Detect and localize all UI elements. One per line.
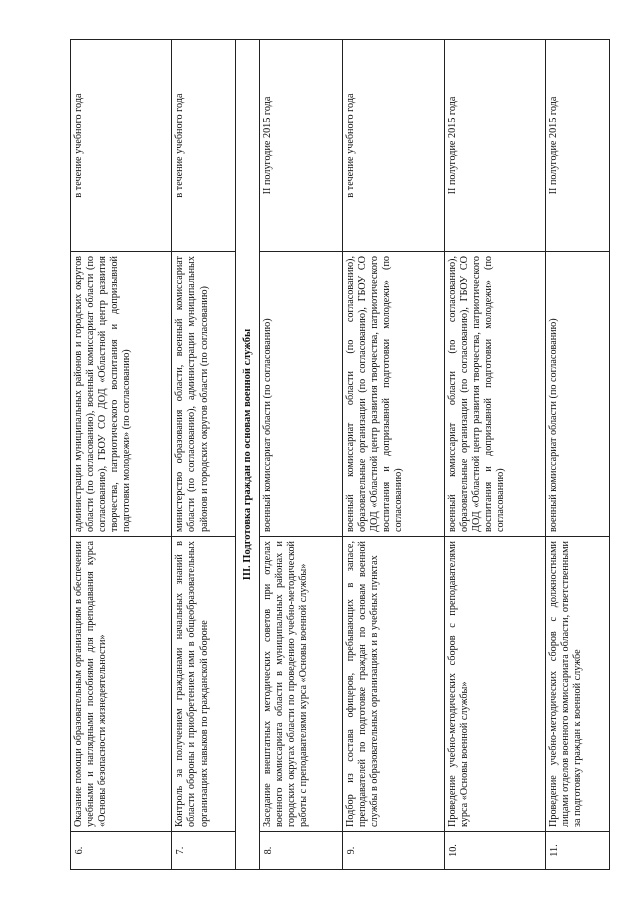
table-row: [71, 40, 172, 870]
row-executors: военный комиссариат области (по согласованию): [260, 252, 343, 537]
section-row: [236, 40, 260, 870]
table-row: [546, 40, 610, 870]
row-event: Оказание помощи образовательным организациям в обеспечении учебными и наглядными пособиями для преподавания курса «Основы безопасности жизнедеятельности»: [71, 537, 172, 832]
row-executors: администрации муниципальных районов и городских округов области (по согласованию), военный комиссариат области (по согласованию), ГБОУ СО ДОД «Областной центр развития творчества, патриотического воспитания и допризывной подготовки молодежи» (по согласованию): [71, 252, 172, 537]
table-row: [343, 40, 444, 870]
row-period: в течение учебного года: [343, 40, 444, 252]
table-row: [172, 40, 236, 870]
row-number: 10.: [444, 832, 545, 870]
row-number: 9.: [343, 832, 444, 870]
activities-table: [70, 39, 610, 870]
row-event: Проведение учебно-методических сборов с должностными лицами отделов военного комиссариата области, ответственными за подготовку граждан к военной службе: [546, 537, 610, 832]
row-number: 7.: [172, 832, 236, 870]
row-period: II полугодие 2015 года: [444, 40, 545, 252]
row-event: Подбор из состава офицеров, пребывающих в запасе, преподавателей по подготовке граждан по основам военной службы в образовательных организациях и в учебных пунктах: [343, 537, 444, 832]
row-period: II полугодие 2015 года: [260, 40, 343, 252]
row-event: Контроль за получением гражданами начальных знаний в области обороны и приобретением ими в общеобразовательных организациях навыков по гражданской обороне: [172, 537, 236, 832]
table-row: [444, 40, 545, 870]
row-number: 8.: [260, 832, 343, 870]
row-executors: министерство образования области, военный комиссариат области (по согласованию), администрации муниципальных районов и городских округов области (по согласованию): [172, 252, 236, 537]
row-number: 6.: [71, 832, 172, 870]
row-period: в течение учебного года: [71, 40, 172, 252]
row-executors: военный комиссариат области (по согласованию), образовательные организации (по согласованию), ГБОУ СО ДОД «Областной центр развития творчества, патриотического воспитания и допризывной подготовки молодежи» (по согласованию): [343, 252, 444, 537]
row-event: Проведение учебно-методических сборов с преподавателями курса «Основы военной службы»: [444, 537, 545, 832]
table-row: [260, 40, 343, 870]
table-body-top: [71, 40, 236, 870]
section-heading: III. Подготовка граждан по основам военной службы: [236, 40, 260, 870]
row-executors: военный комиссариат области (по согласованию), образовательные организации (по согласованию), ГБОУ СО ДОД «Областной центр развития творчества, патриотического воспитания и допризывной подготовки молодежи» (по согласованию): [444, 252, 545, 537]
row-executors: военный комиссариат области (по согласованию): [546, 252, 610, 537]
row-period: в течение учебного года: [172, 40, 236, 252]
rotated-table-page: [70, 40, 610, 870]
table-body-bottom: [260, 40, 610, 870]
row-period: II полугодие 2015 года: [546, 40, 610, 252]
row-number: 11.: [546, 832, 610, 870]
table-section: [236, 40, 260, 870]
row-event: Заседание внештатных методических советов при отделах военного комиссариата области в муниципальных районах и городских округах области по проведению учебно-методической работы с преподавателями курса «Основы военной службы»: [260, 537, 343, 832]
